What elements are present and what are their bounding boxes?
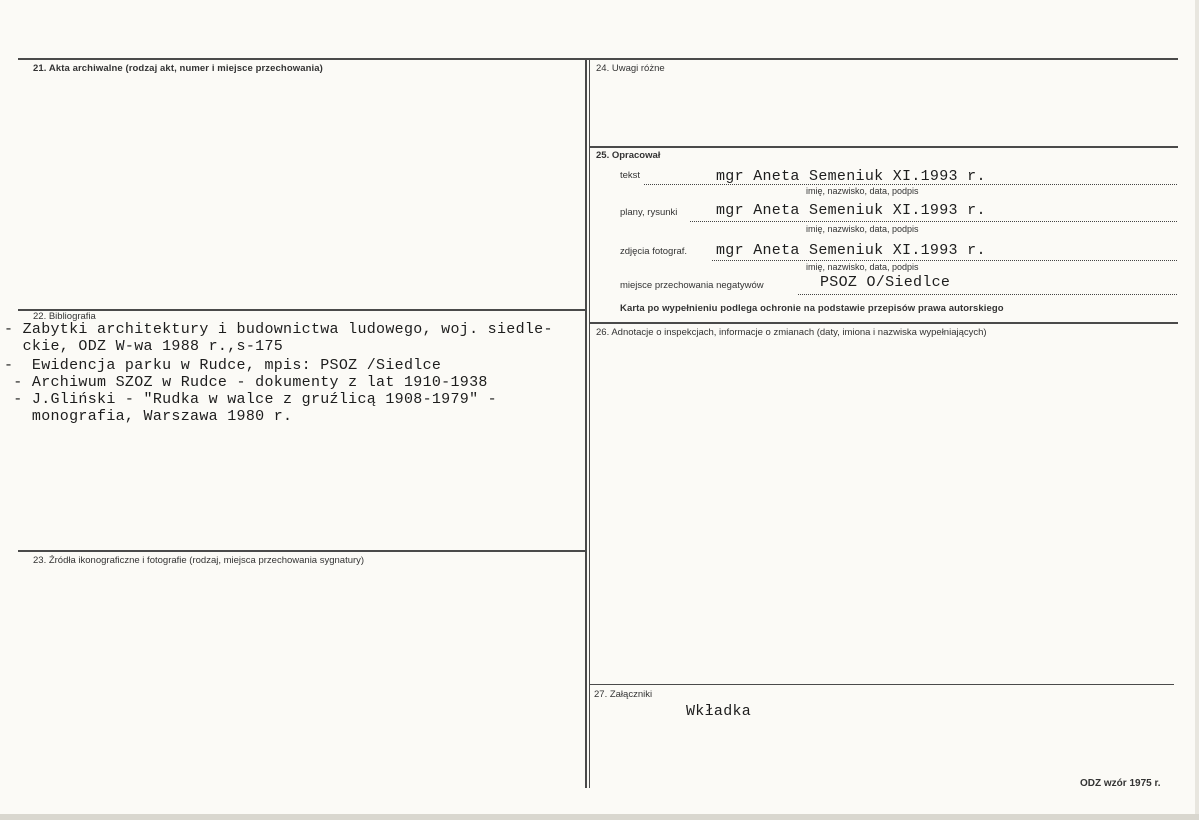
rule-22-23 bbox=[18, 550, 585, 552]
photos-row-caption: imię, nazwisko, data, podpis bbox=[806, 262, 919, 272]
bibliography-line-3: - Ewidencja parku w Rudce, mpis: PSOZ /Siedlce bbox=[4, 357, 442, 374]
section-22-label: 22. Bibliografia bbox=[33, 311, 96, 322]
plans-row-label: plany, rysunki bbox=[620, 207, 678, 218]
plans-row-value: mgr Aneta Semeniuk XI.1993 r. bbox=[716, 202, 986, 219]
section-27-label: 27. Załączniki bbox=[594, 689, 653, 700]
attachments-value: Wkładka bbox=[686, 703, 752, 720]
photos-row-dotline bbox=[712, 260, 1177, 261]
plans-row-caption: imię, nazwisko, data, podpis bbox=[806, 224, 919, 234]
text-row-label: tekst bbox=[620, 170, 641, 181]
rule-26-27 bbox=[589, 684, 1174, 685]
bibliography-line-5: - J.Gliński - "Rudka w walce z gruźlicą 1908-1979" - bbox=[4, 391, 497, 408]
section-24-label: 24. Uwagi różne bbox=[596, 63, 665, 74]
text-row-caption: imię, nazwisko, data, podpis bbox=[806, 186, 919, 196]
section-23-label: 23. Źródła ikonograficzne i fotografie (rodzaj, miejsca przechowania sygnatury) bbox=[33, 555, 365, 566]
negatives-label: miejsce przechowania negatywów bbox=[620, 280, 764, 291]
bibliography-line-4: - Archiwum SZOZ w Rudce - dokumenty z lat 1910-1938 bbox=[4, 374, 488, 391]
top-rule bbox=[18, 58, 1178, 60]
text-row-value: mgr Aneta Semeniuk XI.1993 r. bbox=[716, 168, 986, 185]
plans-row-dotline bbox=[690, 221, 1177, 222]
section-26-label: 26. Adnotacje o inspekcjach, informacje o zmianach (daty, imiona i nazwiska wypełniających) bbox=[596, 327, 987, 338]
photos-row-label: zdjęcia fotograf. bbox=[620, 246, 688, 257]
bibliography-line-2: ckie, ODZ W-wa 1988 r.,s-175 bbox=[4, 338, 284, 355]
rule-21-22 bbox=[18, 309, 585, 311]
section-25-label: 25. Opracował bbox=[596, 150, 661, 161]
rule-24-25 bbox=[589, 146, 1178, 148]
negatives-dotline bbox=[798, 294, 1177, 295]
bibliography-line-1: - Zabytki architektury i budownictwa ludowego, woj. siedle- bbox=[4, 321, 553, 338]
center-divider-inner bbox=[589, 58, 590, 788]
center-divider bbox=[585, 58, 587, 788]
negatives-value: PSOZ O/Siedlce bbox=[820, 274, 951, 291]
form-footer: ODZ wzór 1975 r. bbox=[1080, 778, 1161, 789]
section-21-label: 21. Akta archiwalne (rodzaj akt, numer i miejsce przechowania) bbox=[33, 63, 323, 74]
photos-row-value: mgr Aneta Semeniuk XI.1993 r. bbox=[716, 242, 986, 259]
rule-25-26 bbox=[589, 322, 1178, 324]
copyright-note: Karta po wypełnieniu podlega ochronie na podstawie przepisów prawa autorskiego bbox=[620, 303, 1004, 314]
bibliography-line-6: monografia, Warszawa 1980 r. bbox=[4, 408, 293, 425]
